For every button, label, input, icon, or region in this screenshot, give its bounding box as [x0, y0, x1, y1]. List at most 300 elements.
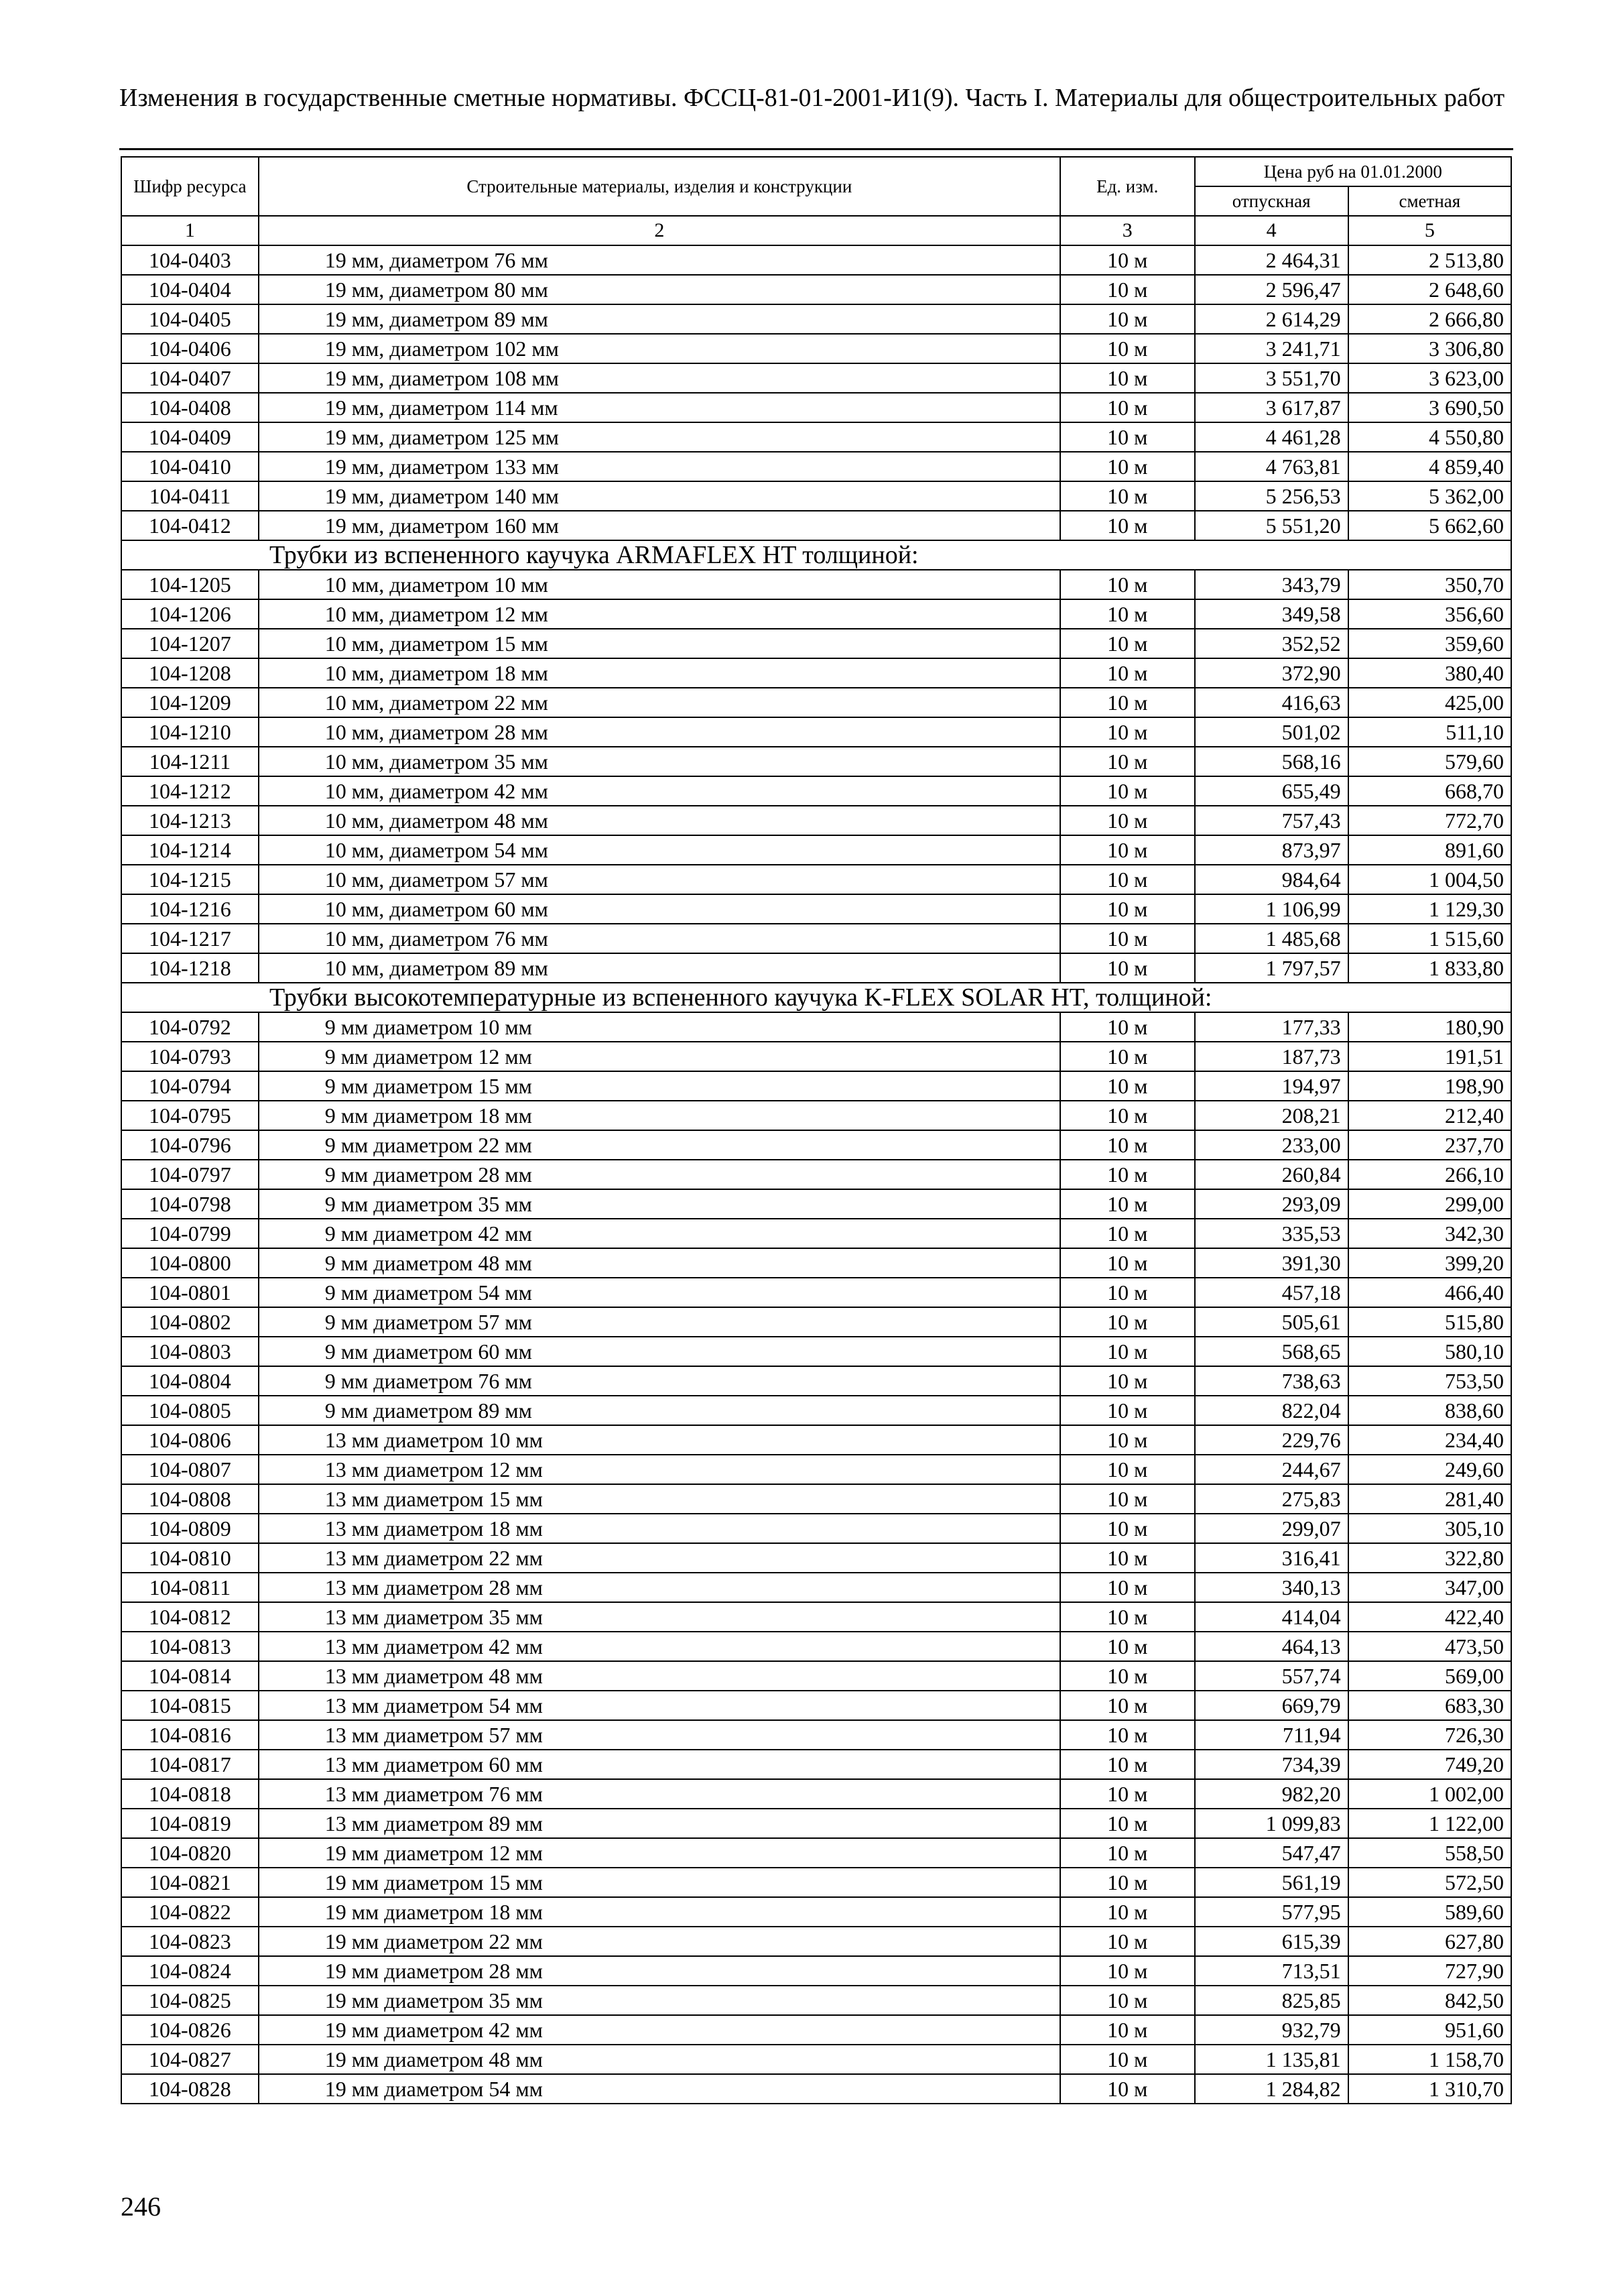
- cell-unit: 10 м: [1060, 1042, 1195, 1071]
- cell-unit: 10 м: [1060, 1543, 1195, 1573]
- cell-unit: 10 м: [1060, 1484, 1195, 1514]
- cell-unit: 10 м: [1060, 511, 1195, 540]
- cell-unit: 10 м: [1060, 1750, 1195, 1779]
- cell-unit: 10 м: [1060, 1868, 1195, 1897]
- cell-code: 104-0807: [121, 1455, 259, 1484]
- cell-release-price: 187,73: [1195, 1042, 1348, 1071]
- cell-code: 104-1206: [121, 599, 259, 629]
- table-row: [121, 1396, 1511, 1425]
- table-row: [121, 1012, 1511, 1042]
- cell-estimate-price: 305,10: [1348, 1514, 1511, 1543]
- cell-name: 19 мм, диаметром 80 мм: [259, 275, 1060, 304]
- cell-release-price: 873,97: [1195, 835, 1348, 865]
- cell-code: 104-0407: [121, 363, 259, 393]
- table-row: [121, 1455, 1511, 1484]
- table-row: [121, 1632, 1511, 1661]
- cell-estimate-price: 473,50: [1348, 1632, 1511, 1661]
- table-row: [121, 1042, 1511, 1071]
- cell-name: 13 мм диаметром 76 мм: [259, 1779, 1060, 1809]
- cell-code: 104-1207: [121, 629, 259, 658]
- cell-name: 10 мм, диаметром 28 мм: [259, 717, 1060, 747]
- cell-estimate-price: 356,60: [1348, 599, 1511, 629]
- cell-code: 104-0824: [121, 1956, 259, 1986]
- table-row: [121, 1189, 1511, 1219]
- cell-unit: 10 м: [1060, 275, 1195, 304]
- cell-code: 104-0411: [121, 481, 259, 511]
- cell-release-price: 391,30: [1195, 1248, 1348, 1278]
- cell-estimate-price: 558,50: [1348, 1838, 1511, 1868]
- table-row: [121, 1248, 1511, 1278]
- cell-estimate-price: 580,10: [1348, 1337, 1511, 1366]
- cell-code: 104-0803: [121, 1337, 259, 1366]
- cell-name: 10 мм, диаметром 22 мм: [259, 688, 1060, 717]
- cell-release-price: 738,63: [1195, 1366, 1348, 1396]
- cell-estimate-price: 683,30: [1348, 1691, 1511, 1720]
- cell-estimate-price: 5 362,00: [1348, 481, 1511, 511]
- cell-estimate-price: 1 129,30: [1348, 894, 1511, 924]
- cell-unit: 10 м: [1060, 452, 1195, 481]
- cell-release-price: 568,16: [1195, 747, 1348, 776]
- table-row: [121, 1750, 1511, 1779]
- cell-estimate-price: 951,60: [1348, 2015, 1511, 2045]
- table-row: [121, 1986, 1511, 2015]
- cell-name: 19 мм диаметром 42 мм: [259, 2015, 1060, 2045]
- cell-unit: 10 м: [1060, 1130, 1195, 1160]
- cell-release-price: 5 551,20: [1195, 511, 1348, 540]
- cell-name: 19 мм, диаметром 125 мм: [259, 422, 1060, 452]
- column-index-row: [121, 216, 1511, 245]
- cell-name: 10 мм, диаметром 35 мм: [259, 747, 1060, 776]
- cell-code: 104-0797: [121, 1160, 259, 1189]
- cell-name: 10 мм, диаметром 12 мм: [259, 599, 1060, 629]
- cell-release-price: 982,20: [1195, 1779, 1348, 1809]
- cell-estimate-price: 322,80: [1348, 1543, 1511, 1573]
- cell-code: 104-1215: [121, 865, 259, 894]
- cell-estimate-price: 1 002,00: [1348, 1779, 1511, 1809]
- table-row: [121, 2074, 1511, 2104]
- table-row: [121, 1809, 1511, 1838]
- column-index: 3: [1060, 216, 1195, 245]
- column-index: 1: [121, 216, 259, 245]
- cell-code: 104-0800: [121, 1248, 259, 1278]
- cell-estimate-price: 234,40: [1348, 1425, 1511, 1455]
- cell-name: 9 мм диаметром 35 мм: [259, 1189, 1060, 1219]
- cell-release-price: 260,84: [1195, 1160, 1348, 1189]
- table-row: [121, 1425, 1511, 1455]
- header-name: Строительные материалы, изделия и конструкции: [259, 157, 1060, 216]
- cell-unit: 10 м: [1060, 1779, 1195, 1809]
- cell-unit: 10 м: [1060, 1986, 1195, 2015]
- cell-name: 9 мм диаметром 12 мм: [259, 1042, 1060, 1071]
- cell-release-price: 1 284,82: [1195, 2074, 1348, 2104]
- table-row: [121, 570, 1511, 599]
- cell-name: 19 мм диаметром 12 мм: [259, 1838, 1060, 1868]
- cell-unit: 10 м: [1060, 334, 1195, 363]
- table-row: [121, 275, 1511, 304]
- cell-release-price: 1 485,68: [1195, 924, 1348, 953]
- cell-unit: 10 м: [1060, 1691, 1195, 1720]
- cell-name: 13 мм диаметром 10 мм: [259, 1425, 1060, 1455]
- cell-unit: 10 м: [1060, 422, 1195, 452]
- cell-release-price: 4 461,28: [1195, 422, 1348, 452]
- cell-name: 13 мм диаметром 57 мм: [259, 1720, 1060, 1750]
- cell-name: 9 мм диаметром 89 мм: [259, 1396, 1060, 1425]
- cell-unit: 10 м: [1060, 1838, 1195, 1868]
- cell-name: 19 мм, диаметром 89 мм: [259, 304, 1060, 334]
- cell-code: 104-0408: [121, 393, 259, 422]
- table-row: [121, 865, 1511, 894]
- cell-code: 104-0793: [121, 1042, 259, 1071]
- cell-release-price: 194,97: [1195, 1071, 1348, 1101]
- table-row: [121, 1514, 1511, 1543]
- cell-release-price: 1 099,83: [1195, 1809, 1348, 1838]
- cell-estimate-price: 726,30: [1348, 1720, 1511, 1750]
- cell-release-price: 2 596,47: [1195, 275, 1348, 304]
- cell-release-price: 275,83: [1195, 1484, 1348, 1514]
- cell-code: 104-0825: [121, 1986, 259, 2015]
- cell-estimate-price: 1 833,80: [1348, 953, 1511, 983]
- cell-code: 104-0804: [121, 1366, 259, 1396]
- cell-estimate-price: 838,60: [1348, 1396, 1511, 1425]
- cell-estimate-price: 891,60: [1348, 835, 1511, 865]
- cell-code: 104-0806: [121, 1425, 259, 1455]
- section-header-row: [121, 540, 1511, 570]
- cell-code: 104-0821: [121, 1868, 259, 1897]
- cell-release-price: 561,19: [1195, 1868, 1348, 1897]
- cell-code: 104-0794: [121, 1071, 259, 1101]
- document-title: Изменения в государственные сметные нормативы. ФССЦ-81-01-2001-И1(9). Часть I. Материалы для общестроительных работ: [119, 84, 1505, 112]
- cell-name: 9 мм диаметром 54 мм: [259, 1278, 1060, 1307]
- cell-release-price: 414,04: [1195, 1602, 1348, 1632]
- table-row: [121, 1720, 1511, 1750]
- cell-name: 10 мм, диаметром 10 мм: [259, 570, 1060, 599]
- cell-release-price: 316,41: [1195, 1543, 1348, 1573]
- cell-unit: 10 м: [1060, 1101, 1195, 1130]
- cell-release-price: 5 256,53: [1195, 481, 1348, 511]
- cell-release-price: 984,64: [1195, 865, 1348, 894]
- cell-release-price: 229,76: [1195, 1425, 1348, 1455]
- cell-name: 13 мм диаметром 15 мм: [259, 1484, 1060, 1514]
- cell-code: 104-0802: [121, 1307, 259, 1337]
- cell-code: 104-0814: [121, 1661, 259, 1691]
- cell-release-price: 3 551,70: [1195, 363, 1348, 393]
- cell-code: 104-1216: [121, 894, 259, 924]
- header-estimate-price: сметная: [1348, 186, 1511, 216]
- table-row: [121, 1337, 1511, 1366]
- cell-code: 104-0405: [121, 304, 259, 334]
- cell-release-price: 4 763,81: [1195, 452, 1348, 481]
- cell-release-price: 825,85: [1195, 1986, 1348, 2015]
- cell-code: 104-0808: [121, 1484, 259, 1514]
- cell-code: 104-0406: [121, 334, 259, 363]
- section-header-row: [121, 983, 1511, 1012]
- cell-release-price: 547,47: [1195, 1838, 1348, 1868]
- cell-estimate-price: 2 648,60: [1348, 275, 1511, 304]
- cell-name: 9 мм диаметром 60 мм: [259, 1337, 1060, 1366]
- cell-name: 13 мм диаметром 54 мм: [259, 1691, 1060, 1720]
- cell-name: 10 мм, диаметром 15 мм: [259, 629, 1060, 658]
- cell-release-price: 372,90: [1195, 658, 1348, 688]
- cell-name: 9 мм диаметром 57 мм: [259, 1307, 1060, 1337]
- cell-code: 104-1210: [121, 717, 259, 747]
- cell-estimate-price: 347,00: [1348, 1573, 1511, 1602]
- cell-unit: 10 м: [1060, 570, 1195, 599]
- cell-unit: 10 м: [1060, 924, 1195, 953]
- cell-name: 19 мм, диаметром 76 мм: [259, 245, 1060, 275]
- cell-release-price: 757,43: [1195, 806, 1348, 835]
- cell-name: 13 мм диаметром 42 мм: [259, 1632, 1060, 1661]
- cell-release-price: 416,63: [1195, 688, 1348, 717]
- cell-estimate-price: 5 662,60: [1348, 511, 1511, 540]
- cell-unit: 10 м: [1060, 1307, 1195, 1337]
- cell-release-price: 557,74: [1195, 1661, 1348, 1691]
- table-row: [121, 393, 1511, 422]
- table-row: [121, 1927, 1511, 1956]
- table-row: [121, 688, 1511, 717]
- cell-code: 104-0796: [121, 1130, 259, 1160]
- cell-estimate-price: 281,40: [1348, 1484, 1511, 1514]
- table-row: [121, 481, 1511, 511]
- cell-estimate-price: 668,70: [1348, 776, 1511, 806]
- cell-name: 13 мм диаметром 28 мм: [259, 1573, 1060, 1602]
- cell-release-price: 457,18: [1195, 1278, 1348, 1307]
- cell-estimate-price: 350,70: [1348, 570, 1511, 599]
- cell-estimate-price: 627,80: [1348, 1927, 1511, 1956]
- table-row: [121, 1779, 1511, 1809]
- cell-name: 13 мм диаметром 89 мм: [259, 1809, 1060, 1838]
- table-row: [121, 2015, 1511, 2045]
- cell-estimate-price: 572,50: [1348, 1868, 1511, 1897]
- cell-code: 104-0410: [121, 452, 259, 481]
- cell-code: 104-1213: [121, 806, 259, 835]
- cell-unit: 10 м: [1060, 1396, 1195, 1425]
- cell-estimate-price: 359,60: [1348, 629, 1511, 658]
- cell-release-price: 464,13: [1195, 1632, 1348, 1661]
- cell-release-price: 577,95: [1195, 1897, 1348, 1927]
- cell-estimate-price: 772,70: [1348, 806, 1511, 835]
- cell-code: 104-0828: [121, 2074, 259, 2104]
- cell-unit: 10 м: [1060, 1927, 1195, 1956]
- cell-unit: 10 м: [1060, 304, 1195, 334]
- cell-code: 104-0820: [121, 1838, 259, 1868]
- table-row: [121, 1602, 1511, 1632]
- table-row: [121, 334, 1511, 363]
- cell-estimate-price: 842,50: [1348, 1986, 1511, 2015]
- cell-code: 104-0818: [121, 1779, 259, 1809]
- cell-code: 104-0810: [121, 1543, 259, 1573]
- cell-estimate-price: 579,60: [1348, 747, 1511, 776]
- cell-estimate-price: 749,20: [1348, 1750, 1511, 1779]
- cell-name: 19 мм, диаметром 108 мм: [259, 363, 1060, 393]
- cell-estimate-price: 422,40: [1348, 1602, 1511, 1632]
- cell-name: 19 мм, диаметром 140 мм: [259, 481, 1060, 511]
- cell-code: 104-0827: [121, 2045, 259, 2074]
- cell-unit: 10 м: [1060, 481, 1195, 511]
- cell-estimate-price: 342,30: [1348, 1219, 1511, 1248]
- cell-estimate-price: 727,90: [1348, 1956, 1511, 1986]
- cell-code: 104-0795: [121, 1101, 259, 1130]
- table-row: [121, 658, 1511, 688]
- cell-name: 9 мм диаметром 42 мм: [259, 1219, 1060, 1248]
- cell-name: 9 мм диаметром 76 мм: [259, 1366, 1060, 1396]
- cell-unit: 10 м: [1060, 2074, 1195, 2104]
- section-title: Трубки высокотемпературные из вспененного каучука K-FLEX SOLAR HT, толщиной:: [121, 983, 1511, 1012]
- cell-code: 104-0409: [121, 422, 259, 452]
- table-row: [121, 511, 1511, 540]
- cell-release-price: 1 106,99: [1195, 894, 1348, 924]
- title-underline: [119, 148, 1513, 150]
- cell-name: 19 мм, диаметром 114 мм: [259, 393, 1060, 422]
- cell-code: 104-0823: [121, 1927, 259, 1956]
- cell-unit: 10 м: [1060, 717, 1195, 747]
- cell-estimate-price: 380,40: [1348, 658, 1511, 688]
- cell-estimate-price: 589,60: [1348, 1897, 1511, 1927]
- cell-estimate-price: 2 666,80: [1348, 304, 1511, 334]
- cell-estimate-price: 191,51: [1348, 1042, 1511, 1071]
- cell-code: 104-0816: [121, 1720, 259, 1750]
- cell-code: 104-0809: [121, 1514, 259, 1543]
- cell-unit: 10 м: [1060, 835, 1195, 865]
- cell-unit: 10 м: [1060, 1071, 1195, 1101]
- cell-release-price: 2 464,31: [1195, 245, 1348, 275]
- cell-code: 104-0817: [121, 1750, 259, 1779]
- table-row: [121, 452, 1511, 481]
- table-row: [121, 2045, 1511, 2074]
- cell-release-price: 349,58: [1195, 599, 1348, 629]
- cell-unit: 10 м: [1060, 953, 1195, 983]
- cell-name: 10 мм, диаметром 54 мм: [259, 835, 1060, 865]
- cell-estimate-price: 399,20: [1348, 1248, 1511, 1278]
- cell-code: 104-0404: [121, 275, 259, 304]
- cell-release-price: 932,79: [1195, 2015, 1348, 2045]
- cell-name: 9 мм диаметром 15 мм: [259, 1071, 1060, 1101]
- cell-release-price: 655,49: [1195, 776, 1348, 806]
- cell-name: 9 мм диаметром 18 мм: [259, 1101, 1060, 1130]
- table-row: [121, 304, 1511, 334]
- cell-release-price: 293,09: [1195, 1189, 1348, 1219]
- cell-code: 104-1209: [121, 688, 259, 717]
- table-row: [121, 1897, 1511, 1927]
- cell-code: 104-1214: [121, 835, 259, 865]
- cell-unit: 10 м: [1060, 747, 1195, 776]
- cell-name: 9 мм диаметром 22 мм: [259, 1130, 1060, 1160]
- cell-unit: 10 м: [1060, 2045, 1195, 2074]
- cell-unit: 10 м: [1060, 1455, 1195, 1484]
- cell-unit: 10 м: [1060, 865, 1195, 894]
- table-row: [121, 422, 1511, 452]
- table-row: [121, 1278, 1511, 1307]
- table-row: [121, 1160, 1511, 1189]
- cell-release-price: 233,00: [1195, 1130, 1348, 1160]
- cell-estimate-price: 2 513,80: [1348, 245, 1511, 275]
- cell-estimate-price: 4 859,40: [1348, 452, 1511, 481]
- cell-release-price: 711,94: [1195, 1720, 1348, 1750]
- cell-name: 19 мм, диаметром 160 мм: [259, 511, 1060, 540]
- cell-name: 19 мм диаметром 22 мм: [259, 1927, 1060, 1956]
- cell-release-price: 177,33: [1195, 1012, 1348, 1042]
- cell-unit: 10 м: [1060, 1425, 1195, 1455]
- cell-release-price: 669,79: [1195, 1691, 1348, 1720]
- cell-code: 104-0822: [121, 1897, 259, 1927]
- page-number: 246: [121, 2191, 161, 2222]
- cell-unit: 10 м: [1060, 776, 1195, 806]
- cell-estimate-price: 212,40: [1348, 1101, 1511, 1130]
- cell-estimate-price: 515,80: [1348, 1307, 1511, 1337]
- cell-code: 104-0812: [121, 1602, 259, 1632]
- cell-estimate-price: 1 515,60: [1348, 924, 1511, 953]
- cell-name: 9 мм диаметром 28 мм: [259, 1160, 1060, 1189]
- cell-unit: 10 м: [1060, 806, 1195, 835]
- cell-name: 13 мм диаметром 12 мм: [259, 1455, 1060, 1484]
- cell-release-price: 340,13: [1195, 1573, 1348, 1602]
- table-row: [121, 1101, 1511, 1130]
- table-row: [121, 363, 1511, 393]
- table-row: [121, 1219, 1511, 1248]
- cell-code: 104-1212: [121, 776, 259, 806]
- cell-unit: 10 м: [1060, 599, 1195, 629]
- cell-estimate-price: 569,00: [1348, 1661, 1511, 1691]
- cell-code: 104-1211: [121, 747, 259, 776]
- cell-name: 19 мм, диаметром 133 мм: [259, 452, 1060, 481]
- column-index: 4: [1195, 216, 1348, 245]
- cell-release-price: 2 614,29: [1195, 304, 1348, 334]
- table-row: [121, 1573, 1511, 1602]
- cell-release-price: 505,61: [1195, 1307, 1348, 1337]
- cell-name: 10 мм, диаметром 48 мм: [259, 806, 1060, 835]
- cell-name: 10 мм, диаметром 76 мм: [259, 924, 1060, 953]
- cell-estimate-price: 1 122,00: [1348, 1809, 1511, 1838]
- cell-name: 10 мм, диаметром 18 мм: [259, 658, 1060, 688]
- cell-code: 104-0813: [121, 1632, 259, 1661]
- table-row: [121, 1366, 1511, 1396]
- cell-estimate-price: 425,00: [1348, 688, 1511, 717]
- table-row: [121, 924, 1511, 953]
- table-row: [121, 776, 1511, 806]
- cell-unit: 10 м: [1060, 1897, 1195, 1927]
- cell-code: 104-1217: [121, 924, 259, 953]
- cell-unit: 10 м: [1060, 393, 1195, 422]
- cell-release-price: 734,39: [1195, 1750, 1348, 1779]
- table-row: [121, 835, 1511, 865]
- cell-unit: 10 м: [1060, 1573, 1195, 1602]
- cell-name: 13 мм диаметром 48 мм: [259, 1661, 1060, 1691]
- table-row: [121, 1691, 1511, 1720]
- table-row: [121, 629, 1511, 658]
- cell-code: 104-0801: [121, 1278, 259, 1307]
- cell-release-price: 1 797,57: [1195, 953, 1348, 983]
- table-row: [121, 953, 1511, 983]
- cell-code: 104-0826: [121, 2015, 259, 2045]
- cell-estimate-price: 3 306,80: [1348, 334, 1511, 363]
- cell-release-price: 568,65: [1195, 1337, 1348, 1366]
- cell-code: 104-0792: [121, 1012, 259, 1042]
- cell-name: 19 мм диаметром 54 мм: [259, 2074, 1060, 2104]
- table-row: [121, 1838, 1511, 1868]
- table-row: [121, 1543, 1511, 1573]
- table-row: [121, 806, 1511, 835]
- table-row: [121, 747, 1511, 776]
- cell-unit: 10 м: [1060, 1632, 1195, 1661]
- cell-estimate-price: 753,50: [1348, 1366, 1511, 1396]
- table-row: [121, 1484, 1511, 1514]
- cell-unit: 10 м: [1060, 894, 1195, 924]
- cell-estimate-price: 3 623,00: [1348, 363, 1511, 393]
- cell-estimate-price: 466,40: [1348, 1278, 1511, 1307]
- cell-unit: 10 м: [1060, 1160, 1195, 1189]
- cell-name: 13 мм диаметром 22 мм: [259, 1543, 1060, 1573]
- cell-name: 10 мм, диаметром 89 мм: [259, 953, 1060, 983]
- column-index: 2: [259, 216, 1060, 245]
